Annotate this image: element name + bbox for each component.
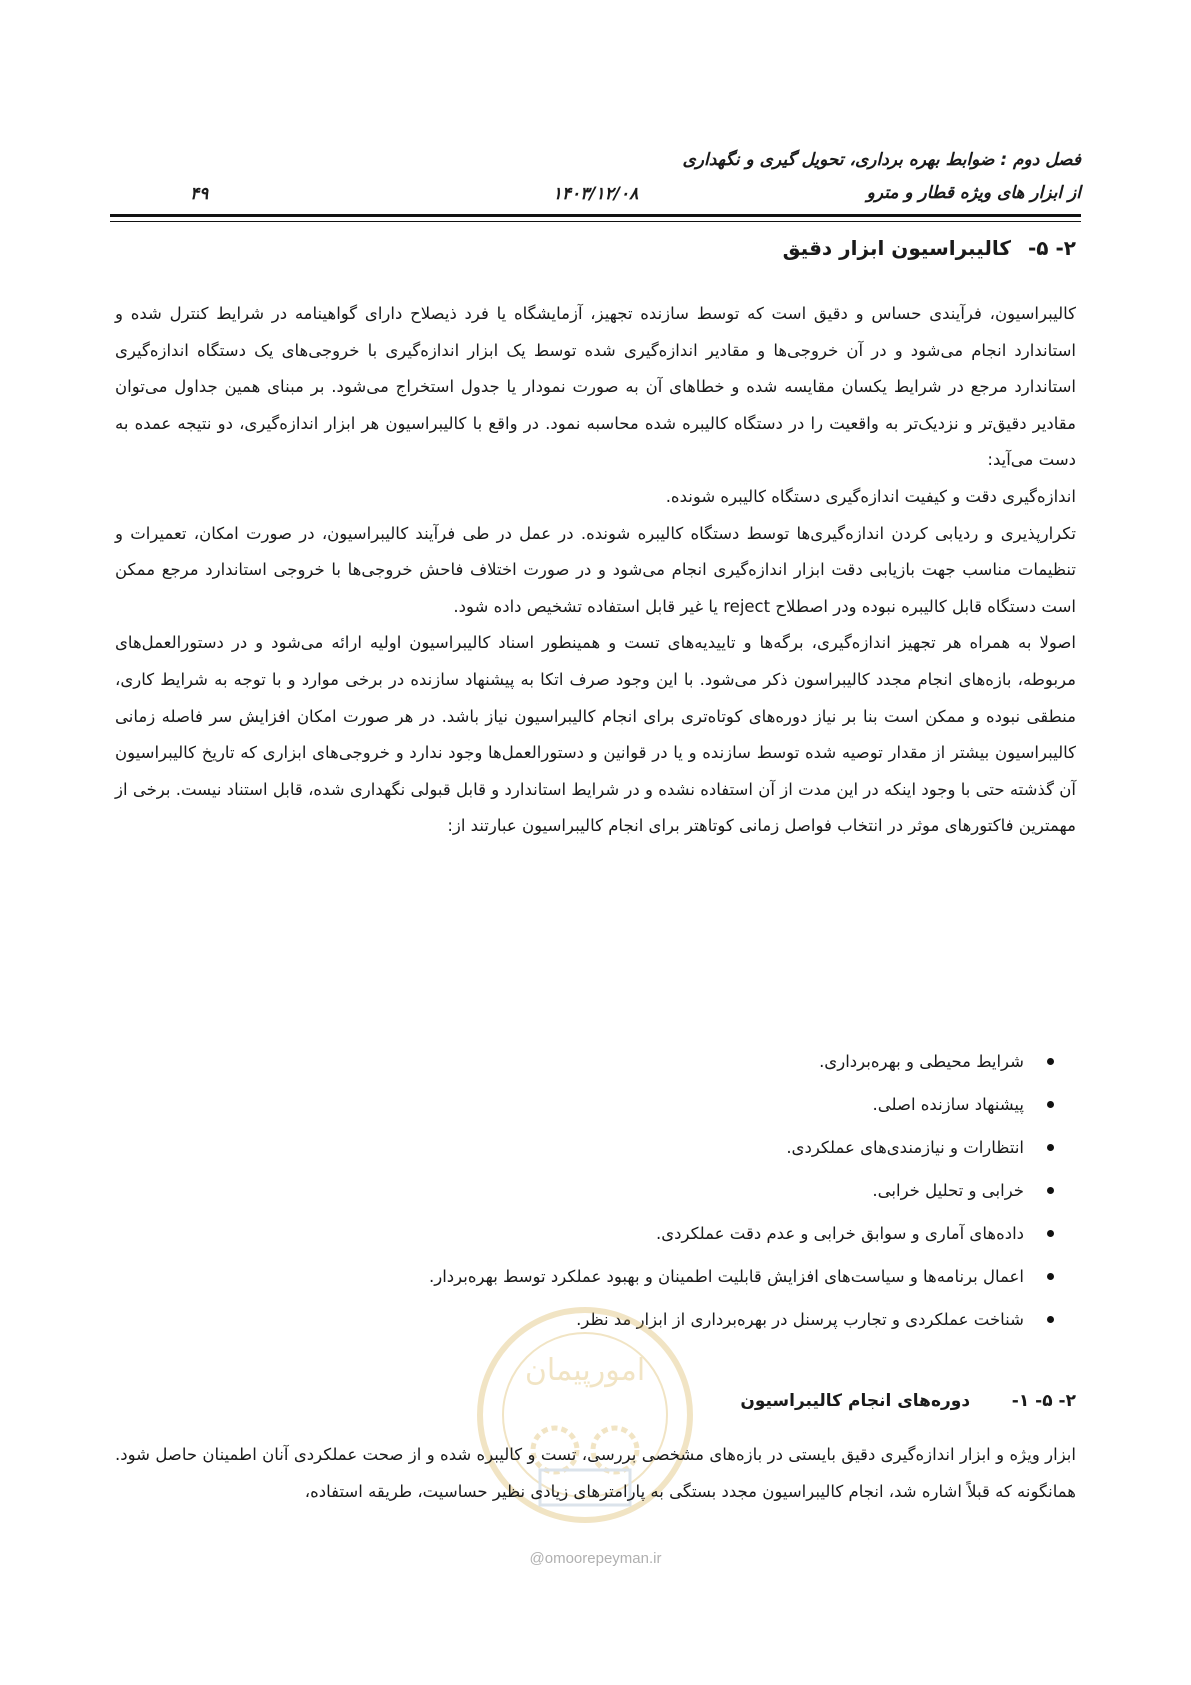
bullet-icon bbox=[1047, 1101, 1054, 1108]
bullet-icon bbox=[1047, 1144, 1054, 1151]
section-heading bbox=[783, 236, 1076, 260]
page-header bbox=[110, 150, 1081, 210]
list-item bbox=[115, 1083, 1076, 1126]
list-item bbox=[115, 1169, 1076, 1212]
list-item-text: شرایط محیطی و بهره‌برداری. bbox=[819, 1052, 1024, 1071]
bullet-icon bbox=[1047, 1230, 1054, 1237]
list-item-text: پیشنهاد سازنده اصلی. bbox=[872, 1095, 1024, 1114]
subsection-heading bbox=[740, 1391, 1076, 1411]
chapter-title-line2: از ابزار های ویژه قطار و مترو bbox=[866, 183, 1081, 203]
list-item bbox=[115, 1255, 1076, 1298]
list-item-text: اعمال برنامه‌ها و سیاست‌های افزایش قابلیت اطمینان و بهبود عملکرد توسط بهره‌بردار. bbox=[429, 1267, 1024, 1286]
header-date: ۱۴۰۳/۱۲/۰۸ bbox=[552, 184, 639, 204]
section-number: ۲- ۵- bbox=[1027, 236, 1076, 260]
paragraph: تکرارپذیری و ردیابی کردن اندازه‌گیری‌ها توسط دستگاه کالیبره شونده. در عمل در طی فرآیند کالیبراسیون، در صورت امکان، تعمیرات و تنظیمات مناسب جهت بازیابی دقت ابزار اندازه‌گیری انجام می‌شود و در صورت اختلاف فاحش خروجی‌ها با خروجی استاندارد مرجع ممکن است دستگاه قابل کالیبره نبوده ودر اصطلاح reject یا غیر قابل استفاده تشخیص داده شود. bbox=[115, 523, 1076, 616]
paragraph: اندازه‌گیری دقت و کیفیت اندازه‌گیری دستگاه کالیبره شونده. bbox=[665, 486, 1076, 506]
header-rule-thick bbox=[110, 214, 1081, 217]
watermark-logo-text: امورپیمان bbox=[524, 1353, 646, 1388]
bullet-icon bbox=[1047, 1273, 1054, 1280]
subsection-number: ۲- ۵- ۱- bbox=[1011, 1391, 1076, 1411]
paragraph: کالیبراسیون، فرآیندی حساس و دقیق است که توسط سازنده تجهیز، آزمایشگاه یا فرد ذیصلاح دارای گواهینامه در شرایط کنترل شده و استاندارد انجام می‌شود و در آن خروجی‌ها و مقادیر اندازه‌گیری شده توسط یک ابزار اندازه‌گیری با خروجی‌های یک دستگاه اندازه‌گیری استاندارد مرجع در شرایط یکسان مقایسه شده و خطاهای آن به صورت نمودار یا جدول استخراج می‌شود. بر مبنای همین جداول می‌توان مقادیر دقیق‌تر و نزدیک‌تر به واقعیت را در دستگاه کالیبره شده محاسبه نمود. در واقع با کالیبراسیون هر ابزار اندازه‌گیری، دو نتیجه عمده به دست می‌آید: bbox=[115, 304, 1076, 470]
list-item-text: شناخت عملکردی و تجارب پرسنل در بهره‌برداری از ابزار مد نظر. bbox=[576, 1310, 1024, 1329]
bullet-icon bbox=[1047, 1187, 1054, 1194]
page-number: ۴۹ bbox=[190, 184, 209, 204]
list-item bbox=[115, 1126, 1076, 1169]
list-item-text: داده‌های آماری و سوابق خرابی و عدم دقت عملکردی. bbox=[655, 1224, 1024, 1243]
list-item bbox=[115, 1212, 1076, 1255]
list-item-text: انتظارات و نیازمندی‌های عملکردی. bbox=[786, 1138, 1024, 1157]
watermark-url: @omoorepeyman.ir bbox=[529, 1550, 662, 1567]
bullet-icon bbox=[1047, 1316, 1054, 1323]
chapter-title-line1: فصل دوم : ضوابط بهره برداری، تحویل گیری و نگهداری bbox=[682, 150, 1081, 170]
factor-list bbox=[115, 1040, 1076, 1341]
section-body bbox=[115, 296, 1076, 845]
paragraph: اصولا به همراه هر تجهیز اندازه‌گیری، برگه‌ها و تاییدیه‌های تست و همینطور اسناد کالیبراسیون اولیه ارائه می‌شود و در دستورالعمل‌های مربوطه، بازه‌های انجام مجدد کالیبراسون ذکر می‌شود. با این وجود صرف اتکا به پیشنهاد سازنده در برخی موارد و با توجه به شرایط کاری، منطقی نبوده و ممکن است بنا بر نیاز دوره‌های کوتاه‌تری برای انجام کالیبراسیون نیاز باشد. در هر صورت امکان افزایش سر فاصله زمانی کالیبراسیون بیشتر از مقدار توصیه شده توسط سازنده و یا در قوانین و دستورالعمل‌ها وجود ندارد و خروجی‌های ابزاری که تاریخ کالیبراسیون آن گذشته حتی با وجود اینکه در این مدت از آن استفاده نشده و در شرایط استاندارد و قابل قبولی نگهداری شده، قابل استناد نیست. برخی از مهمترین فاکتورهای موثر در انتخاب فواصل زمانی کوتاهتر برای انجام کالیبراسیون عبارتند از: bbox=[115, 633, 1076, 836]
bullet-icon bbox=[1047, 1058, 1054, 1065]
list-item bbox=[115, 1040, 1076, 1083]
section-title: کالیبراسیون ابزار دقیق bbox=[782, 236, 1012, 260]
subsection-title: دوره‌های انجام کالیبراسیون bbox=[740, 1391, 971, 1411]
subsection-body bbox=[115, 1437, 1076, 1510]
list-item-text: خرابی و تحلیل خرابی. bbox=[872, 1181, 1024, 1200]
paragraph: ابزار ویژه و ابزار اندازه‌گیری دقیق بایستی در بازه‌های مشخصی بررسی، تست و کالیبره شده و از صحت عملکردی آنان اطمینان حاصل شود. همانگونه که قبلاً اشاره شد، انجام کالیبراسیون مجدد بستگی به پارامترهای زیادی نظیر حساسیت، طریقه استفاده، bbox=[115, 1445, 1076, 1501]
header-rule-thin bbox=[110, 221, 1081, 222]
